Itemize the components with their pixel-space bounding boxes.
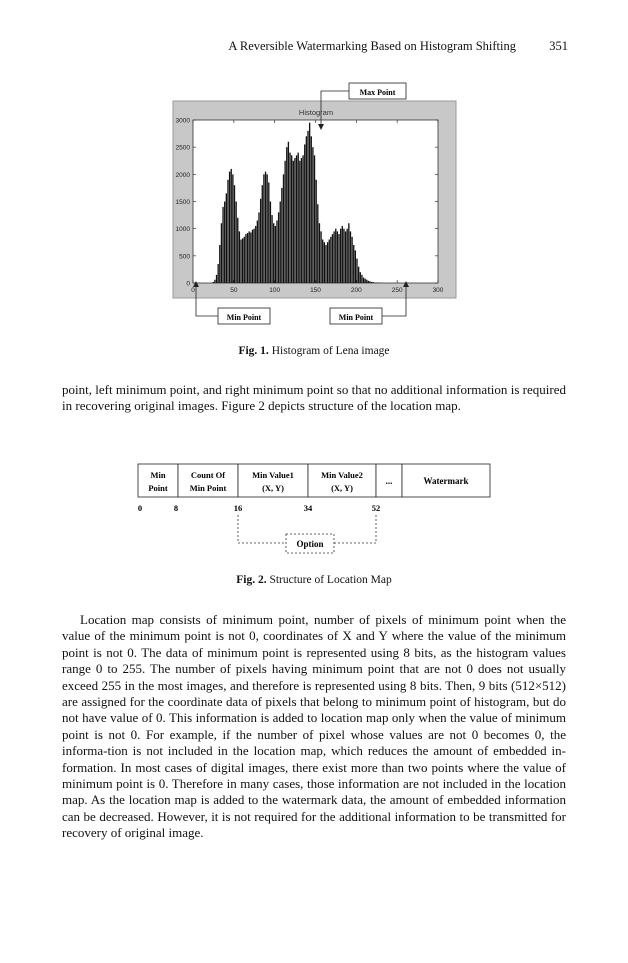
map-cell-line1: Min Value1 — [252, 470, 294, 480]
histogram-bar — [275, 226, 276, 283]
figure-1-caption — [0, 345, 628, 357]
histogram-bar — [281, 188, 282, 283]
histogram-bar — [296, 155, 297, 283]
max-point-label: Max Point — [359, 88, 396, 97]
histogram-bar — [273, 223, 274, 283]
y-tick-label: 2500 — [175, 144, 190, 152]
histogram-bar — [288, 142, 289, 283]
histogram-bar — [291, 155, 292, 283]
histogram-bar — [347, 229, 348, 283]
histogram-bar — [235, 202, 236, 284]
histogram-bar — [304, 144, 305, 283]
histogram-bar — [371, 282, 372, 283]
histogram-bar — [325, 245, 326, 283]
map-offset: 8 — [173, 503, 179, 513]
histogram-bar — [342, 226, 343, 283]
x-tick-label: 250 — [391, 287, 403, 294]
histogram-bar — [263, 174, 264, 283]
x-tick-label: 300 — [432, 287, 444, 294]
histogram-bar — [320, 231, 321, 283]
map-cell-line1: Count Of — [190, 470, 226, 480]
histogram-bar — [234, 185, 235, 283]
chart-title: Histogram — [298, 108, 334, 117]
histogram-bar — [312, 147, 313, 283]
histogram-bar — [298, 153, 299, 283]
histogram-bar — [232, 174, 233, 283]
histogram-bar — [373, 282, 374, 283]
x-tick-label: 150 — [310, 287, 321, 294]
figure-2-caption-text: Structure of Location Map — [269, 574, 392, 586]
histogram-bar — [231, 169, 232, 283]
histogram-bar — [284, 161, 285, 283]
histogram-bar — [258, 212, 259, 283]
histogram-bar — [216, 275, 217, 283]
histogram-bar — [329, 240, 330, 283]
histogram-bar — [219, 245, 220, 283]
histogram-bar — [260, 199, 261, 283]
map-cell-line2: Point — [148, 483, 168, 493]
histogram-bar — [280, 202, 281, 284]
histogram-bar — [337, 231, 338, 283]
histogram-bar — [333, 231, 334, 283]
histogram-bar — [335, 229, 336, 283]
histogram-bar — [332, 234, 333, 283]
histogram-bar — [229, 172, 230, 283]
header-title: A Reversible Watermarking Based on Histogram Shifting — [228, 39, 516, 53]
histogram-bar — [276, 221, 277, 283]
map-offset: 52 — [371, 503, 381, 513]
histogram-bar — [361, 275, 362, 283]
histogram-bar — [348, 223, 349, 283]
figure-1 — [0, 70, 628, 340]
figure-2-caption — [0, 574, 628, 586]
y-tick-label: 0 — [186, 280, 190, 288]
histogram-bar — [360, 272, 361, 283]
paragraph-2-text: Location map consists of minimum point, number of pixels of minimum point when the value of the minimum point is not 0, coordinates of X and Y where the value of the minimum point is not 0. The data of minimum point is represented using 8 bits, as the histogram values range 0 to 255. The number of pixels having minimum point that are not 0 does not usually exceed 255 in the most images, and therefore is represented using 8 bits. Then, 9 bits (512×512) are assigned for the coordinate data of pixels that belong to minimum point of histogram, but do not have value of 0. This information is added to location map only when the value of minimum point is not 0. For example, if the number of pixel whose values are not 0 becomes 0, the informa-tion is not included in the location map, which reduces the amount of embedded in-formation. In most cases of digital images, there exist more than two points where the value of minimum point is 0. Therefore in many cases, those information are not included in the location map. As the location map is added to the watermark data, the amount of embedded information can be decreased. However, it is not required for the additional information to be transmitted for recovery of original image. — [62, 612, 566, 841]
histogram-bar — [244, 237, 245, 283]
option-label: Option — [296, 539, 324, 549]
histogram-bar — [327, 242, 328, 283]
location-map-cells — [138, 464, 490, 497]
option-bracket-right — [334, 515, 376, 543]
location-map-offsets — [138, 503, 380, 513]
histogram-bar — [278, 212, 279, 283]
histogram-bar — [214, 280, 215, 283]
histogram-bar — [366, 280, 367, 283]
x-tick-label: 200 — [350, 287, 362, 294]
histogram-bar — [245, 234, 246, 283]
x-tick-label: 50 — [230, 287, 238, 294]
histogram-bar — [368, 281, 369, 283]
histogram-bar — [299, 161, 300, 283]
min-point-right-label: Min Point — [338, 313, 374, 322]
histogram-bar — [317, 204, 318, 283]
histogram-bar — [224, 202, 225, 284]
map-cell-label: Watermark — [423, 476, 469, 486]
histogram-bar — [257, 221, 258, 283]
map-offset: 34 — [303, 503, 313, 513]
map-offset: 0 — [137, 503, 143, 513]
histogram-bar — [249, 231, 250, 283]
histogram-bar — [301, 158, 302, 283]
histogram-bar — [365, 279, 366, 283]
histogram-bar — [250, 232, 251, 283]
histogram-bar — [369, 281, 370, 283]
map-cell-line1: Min — [150, 470, 166, 480]
histogram-bar — [242, 238, 243, 283]
y-tick-label: 3000 — [175, 117, 190, 125]
histogram-bar — [307, 131, 308, 283]
map-cell-line1: Min Value2 — [321, 470, 363, 480]
histogram-bar — [343, 229, 344, 283]
y-tick-label: 1500 — [175, 199, 190, 206]
histogram-bar — [262, 185, 263, 283]
histogram-bar — [218, 264, 219, 283]
histogram-bar — [239, 231, 240, 283]
histogram-bar — [240, 240, 241, 283]
histogram-bar — [330, 237, 331, 283]
histogram-bar — [319, 223, 320, 283]
paragraph-1-text: point, left minimum point, and right minimum point so that no additional information is required in recovering original images. Figure 2 depicts structure of the location map. — [62, 382, 566, 414]
y-tick-label: 1000 — [175, 226, 190, 234]
histogram-bar — [350, 231, 351, 283]
histogram-bar — [311, 136, 312, 283]
page-number: 351 — [549, 39, 568, 53]
x-tick-label: 100 — [269, 287, 281, 294]
figure-2-caption-label: Fig. 2. — [236, 574, 267, 586]
map-cell-label: ... — [385, 476, 393, 486]
map-offset: 16 — [233, 503, 243, 513]
histogram-bar — [286, 147, 287, 283]
y-tick-label: 500 — [179, 253, 190, 261]
histogram-bar — [226, 193, 227, 283]
histogram-bar — [345, 231, 346, 283]
histogram-bar — [213, 282, 214, 283]
histogram-bar — [351, 237, 352, 283]
histogram-bar — [353, 245, 354, 283]
histogram-bar — [340, 229, 341, 283]
histogram-bar — [294, 158, 295, 283]
histogram-bar — [363, 278, 364, 283]
histogram-bar — [289, 153, 290, 283]
histogram-bar — [268, 182, 269, 283]
paragraph-2 — [62, 612, 566, 842]
histogram-bar — [237, 218, 238, 283]
histogram-bar — [283, 174, 284, 283]
histogram-bar — [247, 233, 248, 283]
histogram-bar — [270, 202, 271, 284]
histogram-bar — [316, 180, 317, 283]
histogram-bar — [324, 242, 325, 283]
figure-1-caption-label: Fig. 1. — [238, 345, 269, 357]
min-point-left-label: Min Point — [226, 313, 262, 322]
option-bracket-left — [238, 515, 286, 543]
histogram-bar — [255, 226, 256, 283]
histogram-bar — [227, 180, 228, 283]
histogram-bar — [314, 155, 315, 283]
histogram-bar — [265, 172, 266, 283]
figure-1-caption-text: Histogram of Lena image — [271, 345, 390, 357]
histogram-bar — [253, 229, 254, 283]
histogram-bar — [338, 234, 339, 283]
histogram-bar — [358, 267, 359, 283]
y-tick-label: 2000 — [175, 171, 190, 179]
histogram-bar — [222, 207, 223, 283]
histogram-bar — [322, 240, 323, 283]
paragraph-1 — [62, 382, 566, 415]
histogram-bar — [374, 282, 375, 283]
histogram-bar — [293, 161, 294, 283]
histogram-bar — [302, 155, 303, 283]
histogram-bar — [309, 123, 310, 283]
map-cell-line2: (X, Y) — [262, 483, 284, 493]
histogram-bar — [306, 136, 307, 283]
histogram-bar — [355, 250, 356, 283]
histogram-bar — [221, 223, 222, 283]
map-cell-line2: Min Point — [189, 483, 227, 493]
histogram-bar — [252, 230, 253, 283]
histogram-bar — [267, 174, 268, 283]
histogram-bar — [271, 215, 272, 283]
map-cell-line2: (X, Y) — [331, 483, 353, 493]
histogram-bar — [356, 259, 357, 283]
figure-2 — [0, 455, 628, 565]
x-tick-label: 0 — [191, 287, 195, 294]
